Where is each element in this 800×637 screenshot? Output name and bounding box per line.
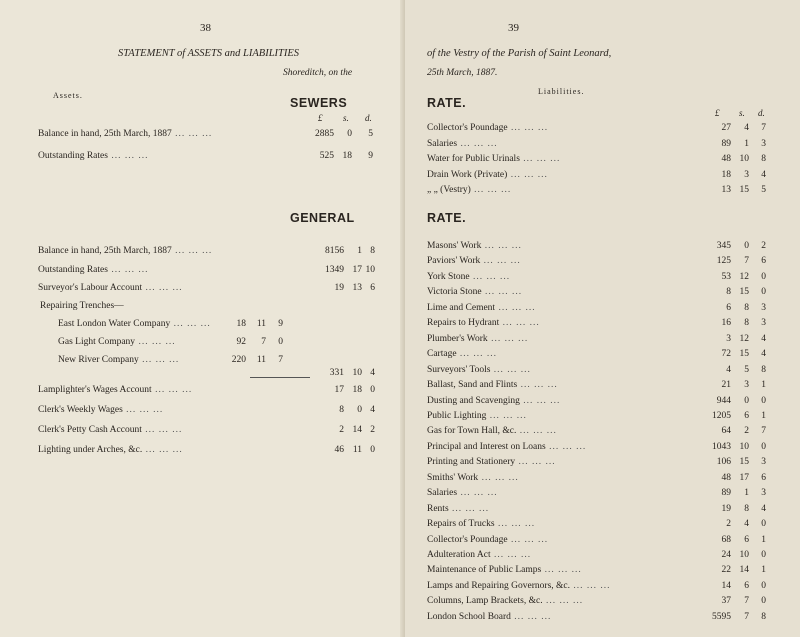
row-label: New River Company ... ... ... [58,355,180,365]
right-page [405,0,800,637]
row-label: Balance in hand, 25th March, 1887 ... ... ... [38,129,213,139]
row-pence: 3 [761,302,766,313]
row-label: Surveyor's Labour Account ... ... ... [38,283,183,293]
row-pounds: 19 [721,503,731,514]
row-pence: 9 [368,151,373,161]
repairing-total-pence: 4 [370,368,375,378]
row-pounds: 16 [721,318,731,329]
row-pence: 6 [761,472,766,483]
row-pounds: 21 [721,380,731,391]
row-shillings: 15 [739,349,749,360]
row-pounds: 345 [716,241,731,251]
leader-dots: ... ... ... [107,151,149,161]
row-shillings: 18 [352,385,362,395]
row-pence: 6 [370,283,375,293]
row-pounds: 64 [721,426,731,437]
row-label: Rents ... ... ... [427,503,490,514]
row-shillings: 11 [256,355,266,365]
row-shillings: 17 [739,472,749,483]
row-pence: 5 [761,185,766,195]
row-pounds: 89 [721,138,731,149]
row-shillings: 7 [261,337,266,347]
leader-dots: ... ... ... [481,241,522,251]
row-pence: 0 [370,445,375,455]
row-label: Printing and Stationery ... ... ... [427,457,556,468]
row-pence: 4 [761,503,766,514]
row-shillings: 17 [352,264,362,275]
row-label: Columns, Lamp Brackets, &c. ... ... ... [427,596,584,607]
leader-dots: ... ... ... [456,349,498,360]
row-shillings: 4 [744,123,749,133]
row-shillings: 6 [744,534,749,545]
row-pounds: 18 [236,319,246,329]
leader-dots: ... ... ... [107,264,149,275]
assets-label: Assets. [53,91,83,100]
row-label: Principal and Interest on Loans ... ... ... [427,441,587,452]
row-label: Cartage ... ... ... [427,349,498,360]
leader-dots: ... ... ... [170,319,211,329]
leader-dots: ... ... ... [469,271,511,282]
row-shillings: 15 [739,287,749,298]
row-label: Repairs of Trucks ... ... ... [427,519,536,530]
leader-dots: ... ... ... [480,256,521,267]
row-label: Maintenance of Public Lamps ... ... ... [427,565,582,576]
row-shillings: 8 [744,302,749,313]
row-pounds: 72 [721,349,731,360]
leader-dots: ... ... ... [495,302,536,313]
row-shillings: 8 [744,318,749,329]
leader-dots: ... ... ... [151,385,193,395]
row-pence: 0 [761,550,766,560]
row-pounds: 4 [726,364,731,375]
date-subheading: 25th March, 1887. [427,68,498,78]
row-pence: 0 [761,596,766,607]
row-pence: 0 [761,271,766,282]
row-label: Plumber's Work ... ... ... [427,333,529,344]
row-pence: 9 [278,319,283,329]
row-label: Surveyors' Tools ... ... ... [427,364,531,375]
row-pounds: 2 [726,519,731,530]
unit-pence: d. [365,113,372,123]
row-pounds: 125 [716,256,731,267]
row-shillings: 11 [256,319,266,329]
unit-pounds: £ [318,113,323,123]
row-pounds: 1043 [712,441,731,452]
row-label: Lamplighter's Wages Account ... ... ... [38,385,193,395]
leader-dots: ... ... ... [494,519,536,530]
row-pounds: 19 [334,283,344,293]
row-pence: 4 [761,169,766,180]
general-title: GENERAL [290,211,355,225]
row-label: Gas for Town Hall, &c. ... ... ... [427,426,557,437]
leader-dots: ... ... ... [490,364,531,375]
unit-shillings: s. [739,108,745,118]
row-pence: 5 [368,129,373,139]
row-label: Water for Public Urinals ... ... ... [427,154,561,164]
leader-dots: ... ... ... [507,123,549,133]
row-shillings: 15 [739,457,749,468]
row-pounds: 2885 [315,129,334,139]
row-pence: 2 [761,241,766,251]
row-pounds: 8 [339,405,344,415]
row-pounds: 1349 [325,264,344,275]
leader-dots: ... ... ... [457,138,498,149]
row-shillings: 10 [739,154,749,164]
repairing-total-shillings: 10 [352,368,362,378]
leader-dots: ... ... ... [135,337,176,347]
row-label: East London Water Company ... ... ... [58,319,211,329]
row-pounds: 48 [721,154,731,164]
row-pence: 8 [370,246,375,256]
row-label: Paviors' Work ... ... ... [427,256,521,267]
row-shillings: 0 [347,129,352,139]
liabilities-label: Liabilities. [538,87,585,96]
row-shillings: 0 [744,241,749,251]
leader-dots: ... ... ... [517,380,558,391]
row-pounds: 13 [721,185,731,195]
row-shillings: 18 [342,151,352,161]
leader-dots: ... ... ... [142,283,183,293]
row-pounds: 1205 [712,410,731,421]
unit-pounds: £ [715,108,720,118]
row-pounds: 89 [721,488,731,499]
row-shillings: 4 [744,519,749,530]
leader-dots: ... ... ... [470,185,512,195]
row-shillings: 14 [739,565,749,576]
row-label: Lamps and Repairing Governors, &c. ... ... ... [427,580,611,591]
row-pounds: 2 [339,425,344,435]
row-pence: 0 [761,395,766,406]
row-pence: 2 [370,425,375,435]
row-shillings: 13 [352,283,362,293]
row-label: Lime and Cement ... ... ... [427,302,536,313]
row-pence: 7 [761,123,766,133]
row-shillings: 7 [744,611,749,622]
row-pounds: 17 [334,385,344,395]
row-shillings: 8 [744,503,749,514]
row-shillings: 10 [739,550,749,560]
row-shillings: 0 [357,405,362,415]
row-shillings: 1 [357,246,362,256]
row-pence: 4 [761,349,766,360]
row-shillings: 7 [744,596,749,607]
row-pounds: 944 [716,395,731,406]
row-label: Collector's Poundage ... ... ... [427,534,549,545]
leader-dots: ... ... ... [545,441,587,452]
row-pounds: 220 [231,355,246,365]
row-label: Salaries ... ... ... [427,488,498,499]
row-label: York Stone ... ... ... [427,271,511,282]
leader-dots: ... ... ... [515,457,556,468]
general-rate-title: RATE. [427,211,467,225]
row-pence: 3 [761,488,766,499]
row-pence: 3 [761,457,766,468]
row-pence: 0 [761,441,766,452]
row-label: Smiths' Work ... ... ... [427,472,519,483]
row-pence: 1 [761,534,766,545]
row-pence: 10 [365,264,375,275]
row-shillings: 14 [352,425,362,435]
row-label: Balance in hand, 25th March, 1887 ... ... ... [38,246,213,256]
row-pounds: 6 [726,302,731,313]
row-pence: 0 [761,519,766,530]
row-pounds: 37 [721,596,731,607]
row-label: Drain Work (Private) ... ... ... [427,169,548,180]
leader-dots: ... ... ... [487,333,529,344]
row-label: Lighting under Arches, &c. ... ... ... [38,445,183,455]
leader-dots: ... ... ... [499,318,540,329]
row-shillings: 6 [744,410,749,421]
row-label: Salaries ... ... ... [427,138,498,149]
sewers-title: SEWERS [290,96,348,110]
leader-dots: ... ... ... [171,246,213,256]
leader-dots: ... ... ... [457,488,498,499]
row-pounds: 92 [236,337,246,347]
leader-dots: ... ... ... [141,425,183,435]
row-label: Public Lighting ... ... ... [427,410,527,421]
row-pounds: 5595 [712,611,731,622]
leader-dots: ... ... ... [510,611,552,622]
repairing-total-pounds: 331 [329,368,344,378]
row-pence: 0 [761,580,766,591]
row-pence: 8 [761,154,766,164]
row-shillings: 3 [744,169,749,180]
leader-dots: ... ... ... [541,565,582,576]
leader-dots: ... ... ... [481,287,523,298]
row-pounds: 14 [721,580,731,591]
row-shillings: 12 [739,271,749,282]
leader-dots: ... ... ... [171,129,213,139]
unit-shillings: s. [343,113,349,123]
row-label: Outstanding Rates ... ... ... [38,151,149,161]
row-pence: 3 [761,138,766,149]
leader-dots: ... ... ... [570,580,611,591]
row-label: Ballast, Sand and Flints ... ... ... [427,380,558,391]
row-shillings: 1 [744,138,749,149]
leader-dots: ... ... ... [507,169,548,180]
row-shillings: 12 [739,333,749,344]
row-pence: 6 [761,256,766,267]
leader-dots: ... ... ... [122,405,164,415]
row-pence: 4 [370,405,375,415]
leader-dots: ... ... ... [519,395,561,406]
statement-heading: STATEMENT of ASSETS and LIABILITIES [118,48,300,59]
row-pence: 7 [761,426,766,437]
row-shillings: 15 [739,185,749,195]
row-pounds: 53 [721,271,731,282]
leader-dots: ... ... ... [448,503,490,514]
row-label: „ „ (Vestry) ... ... ... [427,185,512,195]
row-pence: 4 [761,333,766,344]
row-pence: 8 [761,611,766,622]
row-shillings: 11 [352,445,362,455]
row-pounds: 68 [721,534,731,545]
row-label: London School Board ... ... ... [427,611,552,622]
leader-dots: ... ... ... [516,426,557,437]
row-label: Victoria Stone ... ... ... [427,287,523,298]
row-pounds: 18 [721,169,731,180]
row-pounds: 22 [721,565,731,576]
statement-subheading: Shoreditch, on the [283,68,353,78]
row-pounds: 24 [721,550,731,560]
row-shillings: 0 [744,395,749,406]
vestry-heading: of the Vestry of the Parish of Saint Leonard, [427,48,612,59]
row-label: Clerk's Weekly Wages ... ... ... [38,405,164,415]
row-pounds: 27 [721,123,731,133]
row-pence: 1 [761,380,766,391]
row-shillings: 2 [744,426,749,437]
row-pounds: 48 [721,472,731,483]
row-pounds: 106 [716,457,731,468]
page-number: 38 [200,22,211,34]
row-pounds: 8 [726,287,731,298]
leader-dots: ... ... ... [542,596,584,607]
row-pounds: 3 [726,333,731,344]
leader-dots: ... ... ... [507,534,549,545]
row-shillings: 10 [739,441,749,452]
row-shillings: 7 [744,256,749,267]
row-pence: 0 [761,287,766,298]
leader-dots: ... ... ... [138,355,180,365]
unit-pence: d. [758,108,765,118]
row-label: Collector's Poundage ... ... ... [427,123,549,133]
row-label: Gas Light Company ... ... ... [58,337,176,347]
row-pence: 1 [761,410,766,421]
row-pence: 3 [761,318,766,329]
repairing-trenches-label: Repairing Trenches— [40,301,124,311]
leader-dots: ... ... ... [490,550,532,560]
row-shillings: 6 [744,580,749,591]
leader-dots: ... ... ... [478,472,519,483]
row-pence: 0 [278,337,283,347]
row-pounds: 525 [319,151,334,161]
row-label: Repairs to Hydrant ... ... ... [427,318,540,329]
page-number: 39 [508,22,519,34]
row-shillings: 5 [744,364,749,375]
row-pence: 8 [761,364,766,375]
leader-dots: ... ... ... [142,445,183,455]
row-shillings: 3 [744,380,749,391]
row-pence: 7 [278,355,283,365]
row-label: Masons' Work ... ... ... [427,241,522,251]
row-shillings: 1 [744,488,749,499]
row-pence: 0 [370,385,375,395]
rate-title: RATE. [427,96,467,110]
row-pounds: 46 [334,445,344,455]
row-label: Clerk's Petty Cash Account ... ... ... [38,425,183,435]
row-label: Outstanding Rates ... ... ... [38,264,149,275]
row-label: Adulteration Act ... ... ... [427,550,532,560]
row-label: Dusting and Scavenging ... ... ... [427,395,561,406]
leader-dots: ... ... ... [486,410,527,421]
row-pence: 1 [761,565,766,576]
row-pounds: 8156 [325,246,344,256]
leader-dots: ... ... ... [519,154,561,164]
